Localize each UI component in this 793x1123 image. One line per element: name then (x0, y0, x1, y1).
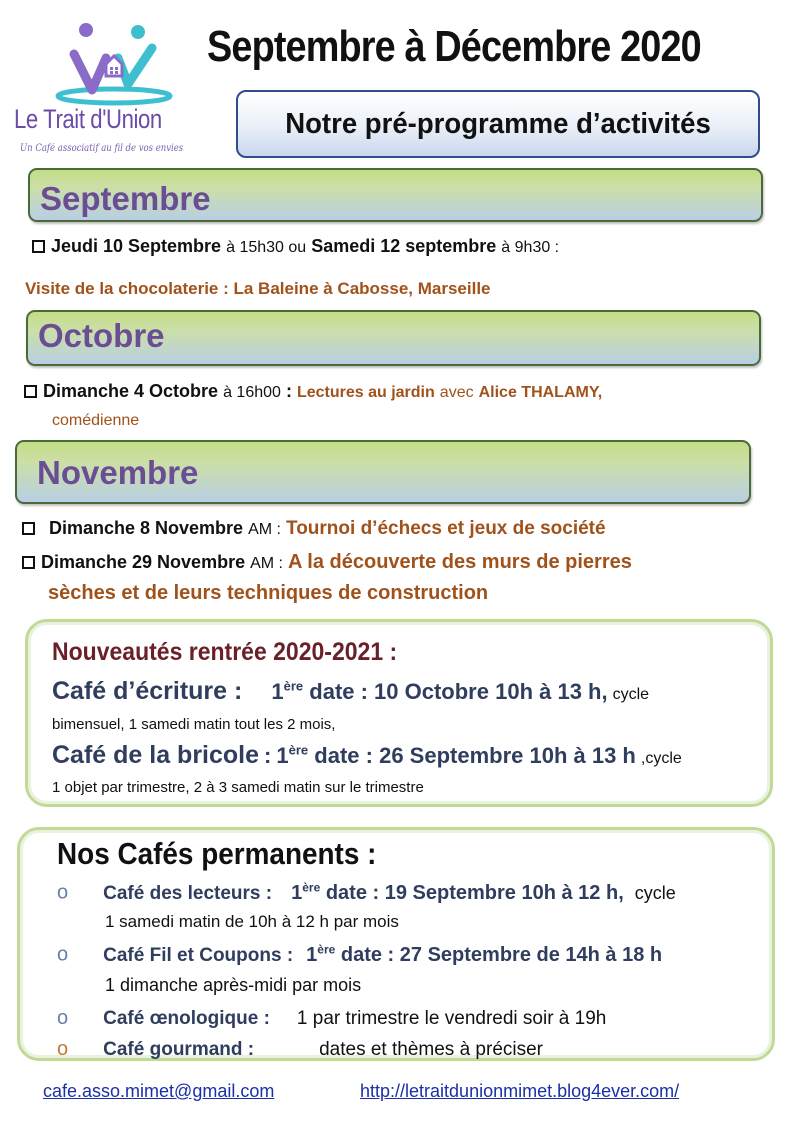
month-header-september (28, 168, 763, 222)
separator: : (285, 381, 292, 401)
month-label-october: Octobre (38, 317, 165, 354)
cafe-name: Café Fil et Coupons : (103, 944, 294, 966)
november-item-2-line2: sèches et de leurs techniques de construction (48, 582, 489, 604)
news-item-1-detail: bimensuel, 1 samedi matin tout les 2 mois, (52, 716, 336, 733)
cafe-name: Café de la bricole (52, 741, 260, 769)
permanent-heading: Nos Cafés permanents : (57, 836, 377, 871)
checkbox-icon (32, 240, 45, 253)
cafe-name: Café gourmand : (103, 1039, 255, 1060)
permanent-item-3 (57, 1007, 606, 1030)
event-day: Dimanche 4 Octobre (43, 381, 219, 401)
cafe-name: Café d’écriture : (52, 677, 243, 705)
month-label-november: Novembre (37, 454, 199, 491)
checkbox-icon (22, 556, 35, 569)
subtitle-box (236, 90, 760, 158)
november-item-1 (22, 518, 606, 540)
event-time: AM : (248, 521, 281, 538)
event-day: Jeudi 10 Septembre (51, 236, 222, 256)
october-item-1 (24, 381, 602, 402)
permanent-item-4 (57, 1038, 543, 1061)
logo-tagline: Un Café associatif au fil de vos envies (20, 143, 184, 154)
october-item-1-role: comédienne (52, 412, 140, 429)
logo (14, 18, 204, 158)
bullet-icon: o (57, 1038, 69, 1060)
checkbox-icon (24, 385, 37, 398)
footer-website-link[interactable]: http://letraitdunionmimet.blog4ever.com/ (360, 1081, 680, 1101)
news-item-1 (52, 677, 649, 706)
september-item-1-detail: Visite de la chocolaterie : La Baleine à Cabosse, Marseille (25, 279, 491, 298)
cafe-detail: 1 par trimestre le vendredi soir à 19h (296, 1008, 607, 1029)
month-header-november (15, 440, 751, 504)
month-label-september: Septembre (40, 180, 211, 217)
cafe-detail: dates et thèmes à préciser (319, 1039, 543, 1060)
cafe-date: 1ère date : 19 Septembre 10h à 12 h, (291, 880, 624, 904)
logo-figures-icon (14, 18, 204, 118)
event-day: Dimanche 29 Novembre (41, 552, 246, 572)
november-item-2 (22, 551, 632, 574)
event-person: Alice THALAMY, (478, 384, 603, 401)
logo-name: Le Trait d'Union (14, 104, 162, 134)
cafe-date: 1ère date : 26 Septembre 10h à 13 h (276, 742, 636, 768)
event-with: avec (439, 384, 474, 401)
event-activity: A la découverte des murs de pierres (288, 551, 632, 573)
september-item-1 (32, 236, 559, 257)
cafe-date: 1ère date : 10 Octobre 10h à 13 h, (271, 678, 608, 704)
event-time: à 15h30 ou (226, 239, 307, 256)
permanent-item-2 (57, 942, 662, 967)
cafe-cycle: ,cycle (640, 750, 682, 767)
event-activity: Tournoi d’échecs et jeux de société (286, 518, 606, 539)
event-time: à 9h30 : (501, 239, 560, 256)
event-day: Samedi 12 septembre (311, 236, 497, 256)
permanent-item-1-detail: 1 samedi matin de 10h à 12 h par mois (105, 912, 399, 931)
bullet-icon: o (57, 943, 69, 966)
event-time: AM : (250, 555, 283, 572)
event-day: Dimanche 8 Novembre (49, 518, 244, 538)
news-item-2-detail: 1 objet par trimestre, 2 à 3 samedi matin sur le trimestre (52, 779, 424, 796)
event-time: à 16h00 (223, 384, 281, 401)
checkbox-icon (22, 522, 35, 535)
cafe-cycle: cycle (612, 686, 650, 703)
news-item-2 (52, 741, 682, 770)
separator: : (264, 743, 272, 768)
cafe-cycle: cycle (634, 882, 676, 903)
cafe-date: 1ère date : 27 Septembre de 14h à 18 h (306, 942, 663, 966)
cafe-name: Café œnologique : (103, 1008, 270, 1029)
month-header-october (26, 310, 761, 366)
permanent-item-1 (57, 880, 676, 905)
page-title: Septembre à Décembre 2020 (207, 22, 701, 71)
cafe-name: Café des lecteurs : (103, 882, 273, 904)
permanent-item-2-detail: 1 dimanche après-midi par mois (105, 975, 362, 995)
bullet-icon: o (57, 1007, 69, 1029)
footer-email-link[interactable]: cafe.asso.mimet@gmail.com (43, 1081, 275, 1101)
subtitle: Notre pré-programme d’activités (285, 107, 711, 140)
bullet-icon: o (57, 881, 69, 904)
event-activity: Lectures au jardin (296, 384, 435, 401)
news-heading: Nouveautés rentrée 2020-2021 : (52, 638, 398, 666)
